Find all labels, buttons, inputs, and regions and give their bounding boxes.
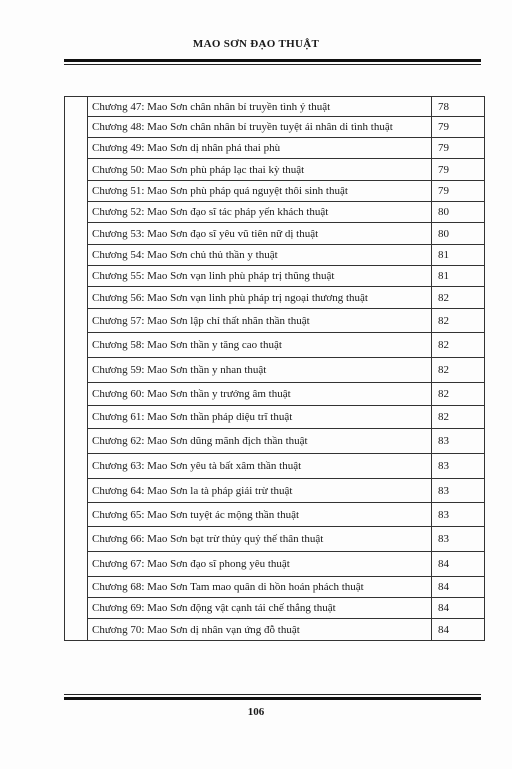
toc-row xyxy=(65,266,485,287)
header-rule-thick xyxy=(64,59,481,62)
toc-page-number: 79 xyxy=(432,181,485,202)
toc-row-margin xyxy=(65,577,88,598)
toc-page-number: 80 xyxy=(432,223,485,245)
toc-row-margin xyxy=(65,97,88,117)
toc-row-margin xyxy=(65,287,88,309)
toc-row-margin xyxy=(65,619,88,641)
toc-page-number: 83 xyxy=(432,429,485,454)
toc-page-number: 82 xyxy=(432,287,485,309)
toc-chapter-title: Chương 53: Mao Sơn đạo sĩ yêu vũ tiên nữ dị thuật xyxy=(88,223,432,245)
toc-chapter-title: Chương 52: Mao Sơn đạo sĩ tác pháp yến khách thuật xyxy=(88,202,432,223)
page-number: 106 xyxy=(247,706,265,718)
toc-row-margin xyxy=(65,245,88,266)
toc-row xyxy=(65,406,485,429)
toc-chapter-title: Chương 47: Mao Sơn chân nhân bí truyền tình ý thuật xyxy=(88,97,432,117)
toc-row xyxy=(65,159,485,181)
toc-chapter-title: Chương 48: Mao Sơn chân nhân bí truyền tuyệt ái nhân di tình thuật xyxy=(88,117,432,138)
toc-page-number: 82 xyxy=(432,333,485,358)
toc-page-number: 81 xyxy=(432,266,485,287)
toc-chapter-title: Chương 61: Mao Sơn thần pháp diệu trĩ thuật xyxy=(88,406,432,429)
toc-chapter-title: Chương 60: Mao Sơn thần y trưởng âm thuật xyxy=(88,383,432,406)
toc-row-margin xyxy=(65,552,88,577)
toc-chapter-title: Chương 50: Mao Sơn phù pháp lạc thai kỳ thuật xyxy=(88,159,432,181)
toc-row xyxy=(65,223,485,245)
toc-chapter-title: Chương 67: Mao Sơn đạo sĩ phong yêu thuật xyxy=(88,552,432,577)
toc-page-number: 82 xyxy=(432,383,485,406)
toc-page-number: 81 xyxy=(432,245,485,266)
toc-page-number: 79 xyxy=(432,117,485,138)
toc-chapter-title: Chương 63: Mao Sơn yêu tà bất xâm thần thuật xyxy=(88,454,432,479)
toc-row-margin xyxy=(65,333,88,358)
toc-row-margin xyxy=(65,598,88,619)
toc-page-number: 82 xyxy=(432,406,485,429)
toc-page-number: 82 xyxy=(432,309,485,333)
toc-chapter-title: Chương 56: Mao Sơn vạn linh phù pháp trị ngoại thương thuật xyxy=(88,287,432,309)
toc-page-number: 80 xyxy=(432,202,485,223)
toc-row-margin xyxy=(65,117,88,138)
toc-page-number: 82 xyxy=(432,358,485,383)
toc-row xyxy=(65,309,485,333)
toc-row xyxy=(65,429,485,454)
toc-page-number: 83 xyxy=(432,527,485,552)
toc-row-margin xyxy=(65,429,88,454)
toc-row-margin xyxy=(65,358,88,383)
toc-page-number: 78 xyxy=(432,97,485,117)
toc-row-margin xyxy=(65,202,88,223)
toc-row xyxy=(65,383,485,406)
toc-row-margin xyxy=(65,138,88,159)
toc-chapter-title: Chương 57: Mao Sơn lập chỉ thất nhãn thần thuật xyxy=(88,309,432,333)
header-rule-thin xyxy=(64,64,481,65)
toc-row xyxy=(65,454,485,479)
toc-row xyxy=(65,598,485,619)
toc-page-number: 79 xyxy=(432,138,485,159)
toc-row xyxy=(65,181,485,202)
toc-row xyxy=(65,117,485,138)
toc-row xyxy=(65,503,485,527)
toc-chapter-title: Chương 59: Mao Sơn thần y nhan thuật xyxy=(88,358,432,383)
toc-row-margin xyxy=(65,454,88,479)
toc-chapter-title: Chương 69: Mao Sơn động vật cạnh tái chế thắng thuật xyxy=(88,598,432,619)
toc-row-margin xyxy=(65,181,88,202)
toc-row xyxy=(65,527,485,552)
toc-row-margin xyxy=(65,309,88,333)
toc-row xyxy=(65,287,485,309)
toc-row xyxy=(65,333,485,358)
toc-row-margin xyxy=(65,479,88,503)
toc-row-margin xyxy=(65,527,88,552)
toc-chapter-title: Chương 58: Mao Sơn thần y tăng cao thuật xyxy=(88,333,432,358)
toc-row xyxy=(65,245,485,266)
toc-row xyxy=(65,479,485,503)
toc-row xyxy=(65,577,485,598)
toc-chapter-title: Chương 51: Mao Sơn phù pháp quá nguyệt thôi sinh thuật xyxy=(88,181,432,202)
toc-row-margin xyxy=(65,223,88,245)
toc-body xyxy=(65,97,485,641)
toc-chapter-title: Chương 65: Mao Sơn tuyệt ác mộng thần thuật xyxy=(88,503,432,527)
toc-page-number: 83 xyxy=(432,454,485,479)
toc-page-number: 84 xyxy=(432,577,485,598)
toc-row xyxy=(65,202,485,223)
toc-page-number: 84 xyxy=(432,598,485,619)
toc-row-margin xyxy=(65,266,88,287)
toc-page-number: 79 xyxy=(432,159,485,181)
toc-row-margin xyxy=(65,159,88,181)
toc-chapter-title: Chương 55: Mao Sơn vạn linh phù pháp trị thũng thuật xyxy=(88,266,432,287)
page-title: MAO SƠN ĐẠO THUẬT xyxy=(192,38,320,50)
toc-row xyxy=(65,552,485,577)
toc-page-number: 83 xyxy=(432,503,485,527)
footer-rule-thin xyxy=(64,694,481,695)
table-of-contents xyxy=(64,96,485,641)
toc-chapter-title: Chương 66: Mao Sơn bạt trừ thủy quỷ thế thân thuật xyxy=(88,527,432,552)
toc-row xyxy=(65,97,485,117)
toc-chapter-title: Chương 70: Mao Sơn dị nhân vạn ứng đỗ thuật xyxy=(88,619,432,641)
toc-row-margin xyxy=(65,383,88,406)
toc-chapter-title: Chương 68: Mao Sơn Tam mao quân di hồn hoán phách thuật xyxy=(88,577,432,598)
toc-row xyxy=(65,138,485,159)
toc-chapter-title: Chương 62: Mao Sơn dũng mãnh địch thần thuật xyxy=(88,429,432,454)
toc-row-margin xyxy=(65,406,88,429)
toc-page-number: 83 xyxy=(432,479,485,503)
toc-row xyxy=(65,358,485,383)
toc-chapter-title: Chương 64: Mao Sơn la tà pháp giải trừ thuật xyxy=(88,479,432,503)
footer-rule-thick xyxy=(64,697,481,700)
toc-page-number: 84 xyxy=(432,619,485,641)
toc-page-number: 84 xyxy=(432,552,485,577)
toc-row xyxy=(65,619,485,641)
toc-chapter-title: Chương 49: Mao Sơn dị nhân phá thai phù xyxy=(88,138,432,159)
toc-row-margin xyxy=(65,503,88,527)
toc-chapter-title: Chương 54: Mao Sơn chủ thủ thần y thuật xyxy=(88,245,432,266)
